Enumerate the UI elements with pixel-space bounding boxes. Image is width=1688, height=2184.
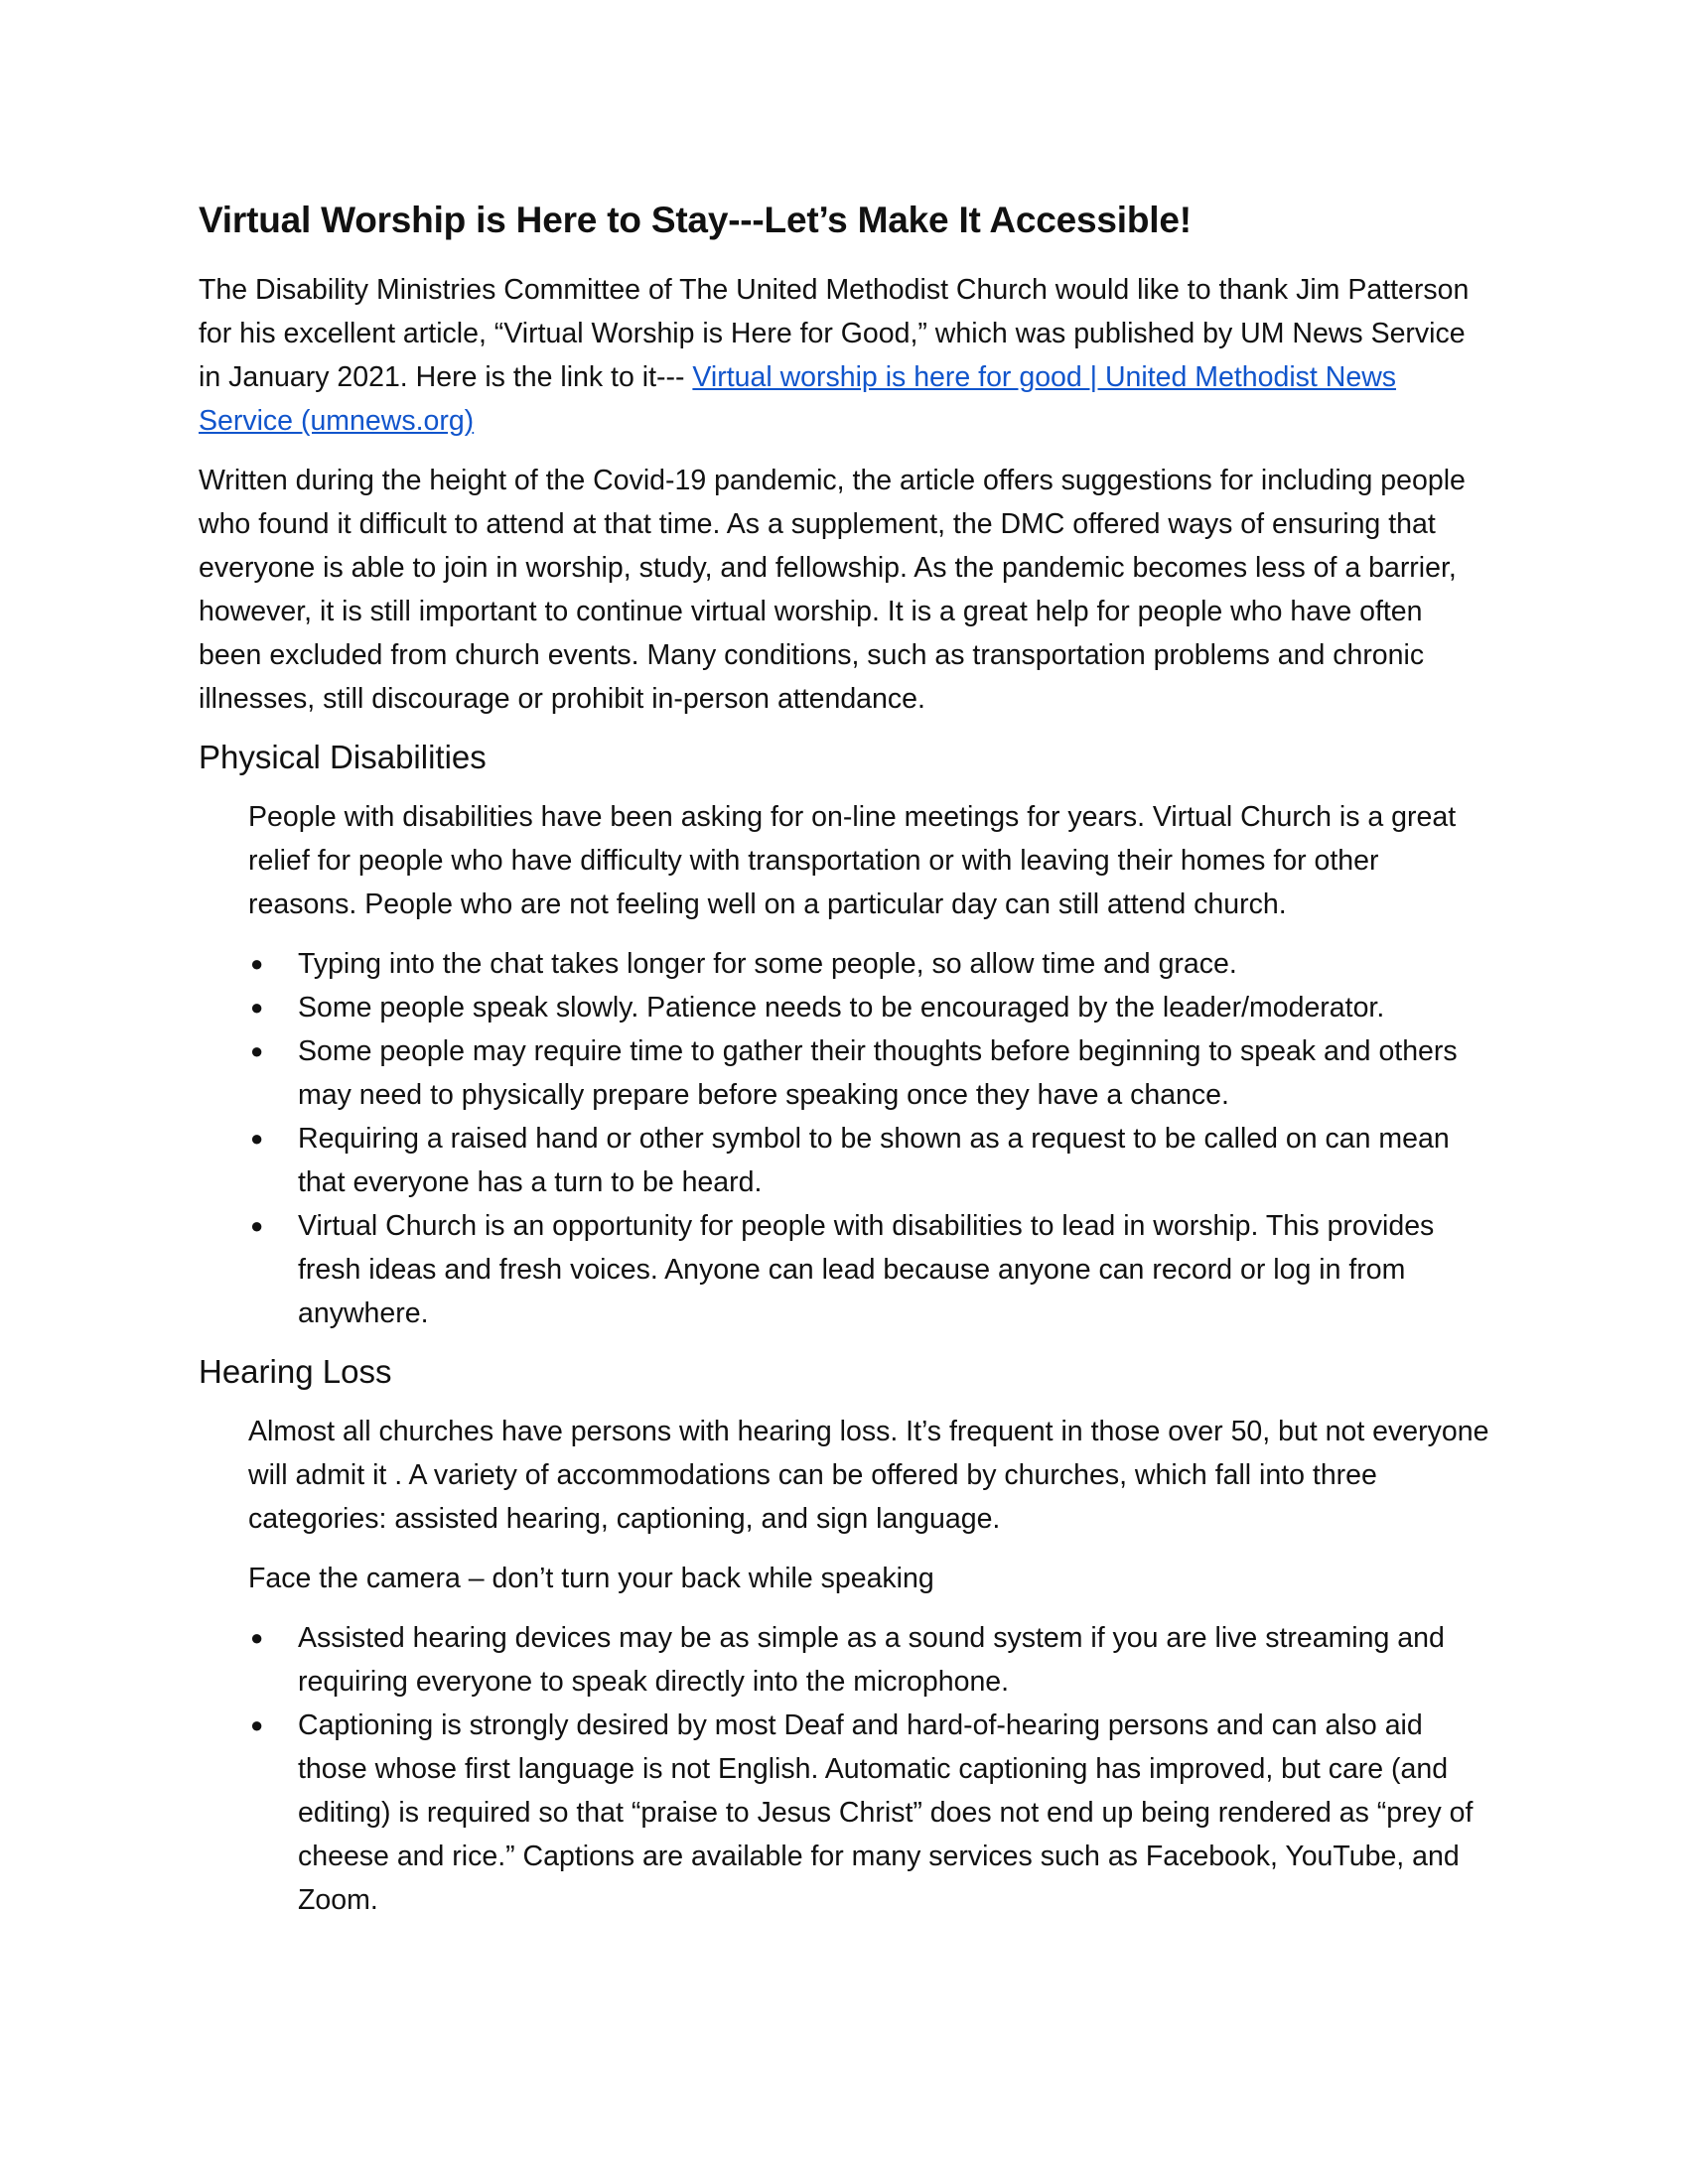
intro-text: The Disability Ministries Committee of The United Methodist Church would like to thank Jim Patterson for his excellent article, “Virtual Worship is Here for Good,” which was published by UM News Service in January 2021. Here is the link to it--- — [199, 274, 1470, 394]
list-item-text: Some people may require time to gather their thoughts before beginning to speak and others may need to physically prepare before speaking once they have a chance. — [298, 1035, 1458, 1112]
document-title: Virtual Worship is Here to Stay---Let’s Make It Accessible! — [199, 200, 1192, 240]
physical-disabilities-heading: Physical Disabilities — [199, 739, 487, 776]
context-paragraph: Written during the height of the Covid-19 pandemic, the article offers suggestions for including people who found it difficult to attend at that time. As a supplement, the DMC offered ways of ensuring that everyone is able to join in worship, study, and fellowship. As the pandemic becomes less of a barrier, however, it is still important to continue virtual worship. It is a great help for people who have often been excluded from church events. Many conditions, such as transportation problems and chronic illnesses, still discourage or prohibit in-person attendance. — [199, 465, 1466, 716]
list-item — [199, 1704, 1489, 1922]
hearing-loss-list — [199, 1616, 1489, 1922]
document-page — [199, 199, 1489, 1938]
umnews-article-link[interactable]: Virtual worship is here for good | United Methodist News Service (umnews.org) — [199, 361, 1397, 438]
list-item — [199, 1616, 1489, 1704]
list-item — [199, 942, 1489, 986]
intro-paragraph — [199, 268, 1489, 443]
list-item — [199, 986, 1489, 1029]
list-item-text: Assisted hearing devices may be as simple as a sound system if you are live streaming and requiring everyone to speak directly into the microphone. — [298, 1622, 1445, 1699]
list-item-text: Virtual Church is an opportunity for people with disabilities to lead in worship. This provides fresh ideas and fresh voices. Anyone can lead because anyone can record or log in from anywhere. — [298, 1210, 1435, 1330]
bullet-icon: ● — [250, 1213, 264, 1239]
physical-disabilities-list — [199, 942, 1489, 1335]
list-item-text: Typing into the chat takes longer for some people, so allow time and grace. — [298, 948, 1237, 981]
bullet-icon: ● — [250, 951, 264, 977]
list-item — [199, 1029, 1489, 1117]
bullet-icon: ● — [250, 1126, 264, 1152]
list-item-text: Some people speak slowly. Patience needs to be encouraged by the leader/moderator. — [298, 992, 1385, 1024]
hearing-loss-note: Face the camera – don’t turn your back while speaking — [248, 1563, 934, 1595]
list-item — [199, 1117, 1489, 1204]
list-item-text: Requiring a raised hand or other symbol to be shown as a request to be called on can mean that everyone has a turn to be heard. — [298, 1123, 1450, 1199]
hearing-loss-heading: Hearing Loss — [199, 1353, 392, 1391]
bullet-icon: ● — [250, 1038, 264, 1064]
physical-disabilities-paragraph: People with disabilities have been asking for on-line meetings for years. Virtual Church is a great relief for people who have difficulty with transportation or with leaving their homes for other reasons. People who are not feeling well on a particular day can still attend church. — [248, 801, 1457, 921]
bullet-icon: ● — [250, 995, 264, 1021]
list-item-text: Captioning is strongly desired by most Deaf and hard-of-hearing persons and can also aid those whose first language is not English. Automatic captioning has improved, but care (and editing) is required so that “praise to Jesus Christ” does not end up being rendered as “prey of cheese and rice.” Captions are available for many services such as Facebook, YouTube, and Zoom. — [298, 1709, 1474, 1917]
bullet-icon: ● — [250, 1625, 264, 1651]
hearing-loss-paragraph: Almost all churches have persons with hearing loss. It’s frequent in those over 50, but not everyone will admit it . A variety of accommodations can be offered by churches, which fall into three categories: assisted hearing, captioning, and sign language. — [248, 1416, 1489, 1536]
list-item — [199, 1204, 1489, 1335]
bullet-icon: ● — [250, 1712, 264, 1738]
